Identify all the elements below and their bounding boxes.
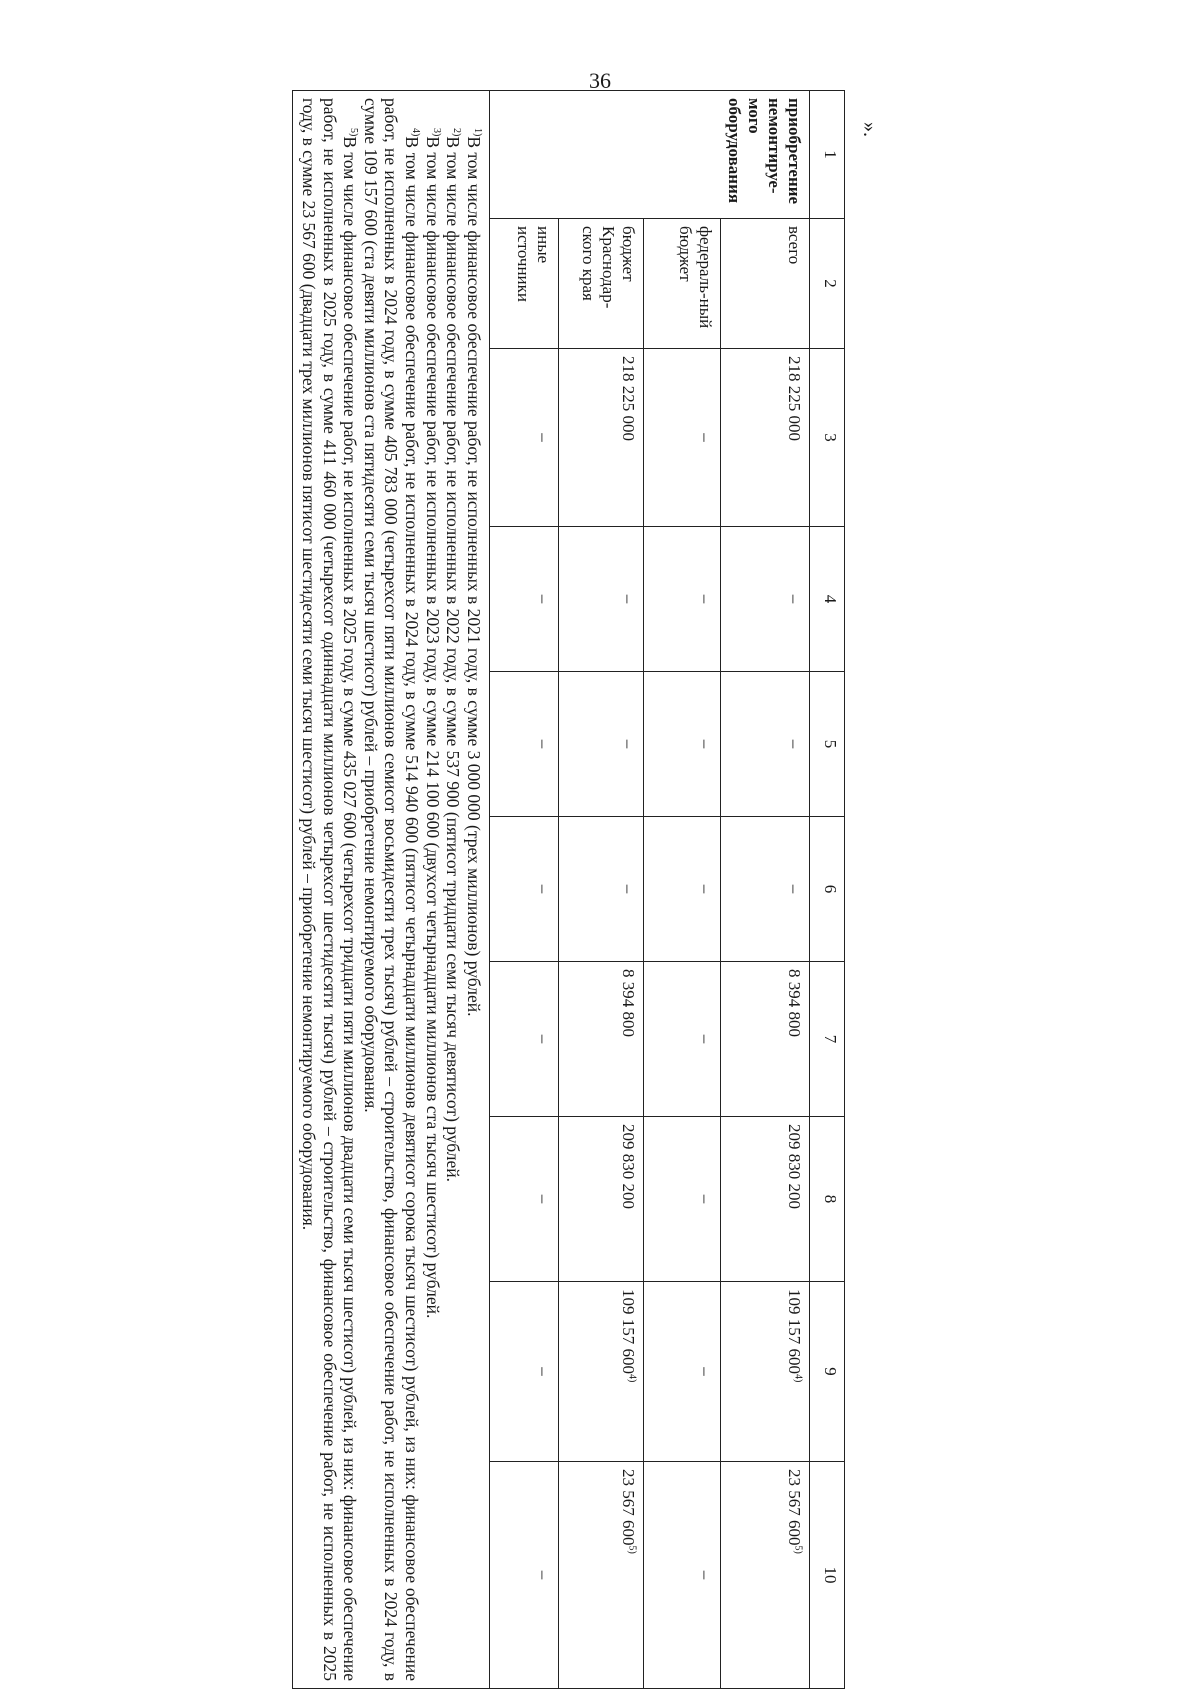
value-cell: – — [490, 349, 559, 527]
footnote-text: В том числе финансовое обеспечение работ, не исполненных в 2021 году, в сумме 3 000 000 (трех миллионов) рублей. — [464, 136, 484, 1017]
footnote — [463, 98, 484, 1681]
table-header-row — [810, 91, 845, 1689]
value-text: 23 567 600 — [785, 1469, 804, 1546]
value-cell: – — [490, 1282, 559, 1462]
value-cell: – — [644, 1117, 721, 1282]
column-header: 4 — [810, 527, 845, 672]
table-row — [644, 91, 721, 1689]
value-cell: – — [644, 962, 721, 1117]
table-row — [721, 91, 810, 1689]
value-text: 23 567 600 — [619, 1469, 638, 1546]
column-header: 7 — [810, 962, 845, 1117]
value-cell: – — [644, 349, 721, 527]
footnotes-row — [293, 91, 490, 1689]
table-row — [559, 91, 644, 1689]
rotated-table-block — [155, 90, 845, 1681]
value-cell: – — [721, 817, 810, 962]
value-cell: 218 225 000 — [721, 349, 810, 527]
value-cell — [721, 1282, 810, 1462]
funding-source-cell: федераль-ный бюджет — [644, 219, 721, 349]
closing-quote: ». — [859, 122, 881, 137]
footnote — [298, 98, 360, 1681]
value-cell — [559, 1462, 644, 1689]
column-header: 8 — [810, 1117, 845, 1282]
footnotes-cell — [293, 91, 490, 1689]
column-header: 5 — [810, 672, 845, 817]
value-cell: – — [644, 817, 721, 962]
footnote-mark: 3) — [430, 128, 442, 137]
value-cell: 8 394 800 — [559, 962, 644, 1117]
value-cell: 209 830 200 — [721, 1117, 810, 1282]
footnote — [422, 98, 443, 1681]
footnote-text: В том числе финансовое обеспечение работ, не исполненных в 2024 году, в сумме 514 940 600 (пятисот четырнадцати миллионов девятисот сорока тысяч шестисот) рублей, из них: финансовое обеспечение работ, не исполненных в 2024 году, в сумме 405 783 000 (четырехсот пяти миллионов семисот восьмидесяти трех тысяч) рублей – строительство, финансовое обеспечение работ, не исполненных в 2024 году, в сумме 109 157 600 (ста девяти миллионов ста пятидесяти семи тысяч шестисот) рублей – приобретение немонтируемого оборудования. — [360, 98, 423, 1681]
footnote-text: В том числе финансовое обеспечение работ, не исполненных в 2025 году, в сумме 435 027 600 (четырехсот тридцати пяти миллионов двадцати семи тысяч шестисот) рублей, из них: финансовое обеспечение работ, не исполненных в 2025 году, в сумме 411 460 000 (четырехсот одиннадцати миллионов четырехсот шестидесяти тысяч) рублей – строительство, финансовое обеспечение работ, не исполненных в 2025 году, в сумме 23 567 600 (двадцати трех миллионов пятисот шестидесяти семи тысяч шестисот) рублей – приобретение немонтируемого оборудования. — [298, 98, 361, 1681]
value-cell: – — [490, 1462, 559, 1689]
footnote — [443, 98, 464, 1681]
value-text: 109 157 600 — [785, 1289, 804, 1374]
column-header: 9 — [810, 1282, 845, 1462]
value-cell: – — [490, 817, 559, 962]
footnote-mark: 5) — [347, 128, 359, 137]
footnote-mark: 2) — [451, 128, 463, 137]
value-cell: – — [644, 672, 721, 817]
value-cell: 8 394 800 — [721, 962, 810, 1117]
value-cell — [721, 1462, 810, 1689]
funding-source-cell: бюджет Краснодар-ского края — [559, 219, 644, 349]
value-cell: – — [644, 1282, 721, 1462]
footnote-mark: 4) — [409, 128, 421, 137]
column-header: 3 — [810, 349, 845, 527]
page-number: 36 — [589, 68, 611, 93]
column-header: 6 — [810, 817, 845, 962]
value-cell: – — [721, 672, 810, 817]
value-cell: – — [721, 527, 810, 672]
footnote-text: В том числе финансовое обеспечение работ, не исполненных в 2023 году, в сумме 214 100 600 (двухсот четырнадцати миллионов ста тысяч шестисот) рублей. — [422, 136, 443, 1319]
value-cell: 209 830 200 — [559, 1117, 644, 1282]
value-cell: – — [490, 1117, 559, 1282]
column-header: 2 — [810, 219, 845, 349]
value-cell: – — [559, 527, 644, 672]
footnote-ref: 4) — [792, 1374, 804, 1383]
value-cell: – — [644, 527, 721, 672]
column-header: 1 — [810, 91, 845, 219]
value-cell: – — [490, 672, 559, 817]
item-name-cell: приобретение немонтируе-мого оборудования — [490, 91, 810, 219]
footnote — [360, 98, 422, 1681]
column-header: 10 — [810, 1462, 845, 1689]
footnote-mark: 1) — [471, 128, 483, 137]
value-cell: – — [490, 962, 559, 1117]
footnote-ref: 4) — [626, 1374, 638, 1383]
value-cell: 218 225 000 — [559, 349, 644, 527]
value-cell: – — [559, 672, 644, 817]
table-row — [490, 91, 559, 1689]
footnote-text: В том числе финансовое обеспечение работ, не исполненных в 2022 году, в сумме 537 900 (пятисот тридцати семи тысяч девятисот) рублей. — [443, 136, 464, 1183]
funding-table — [292, 90, 845, 1689]
value-cell: – — [490, 527, 559, 672]
footnote-ref: 5) — [792, 1545, 804, 1554]
funding-source-cell: всего — [721, 219, 810, 349]
value-cell: – — [559, 817, 644, 962]
footnote-ref: 5) — [626, 1545, 638, 1554]
value-text: 109 157 600 — [619, 1289, 638, 1374]
value-cell — [559, 1282, 644, 1462]
value-cell: – — [644, 1462, 721, 1689]
funding-source-cell: иные источники — [490, 219, 559, 349]
